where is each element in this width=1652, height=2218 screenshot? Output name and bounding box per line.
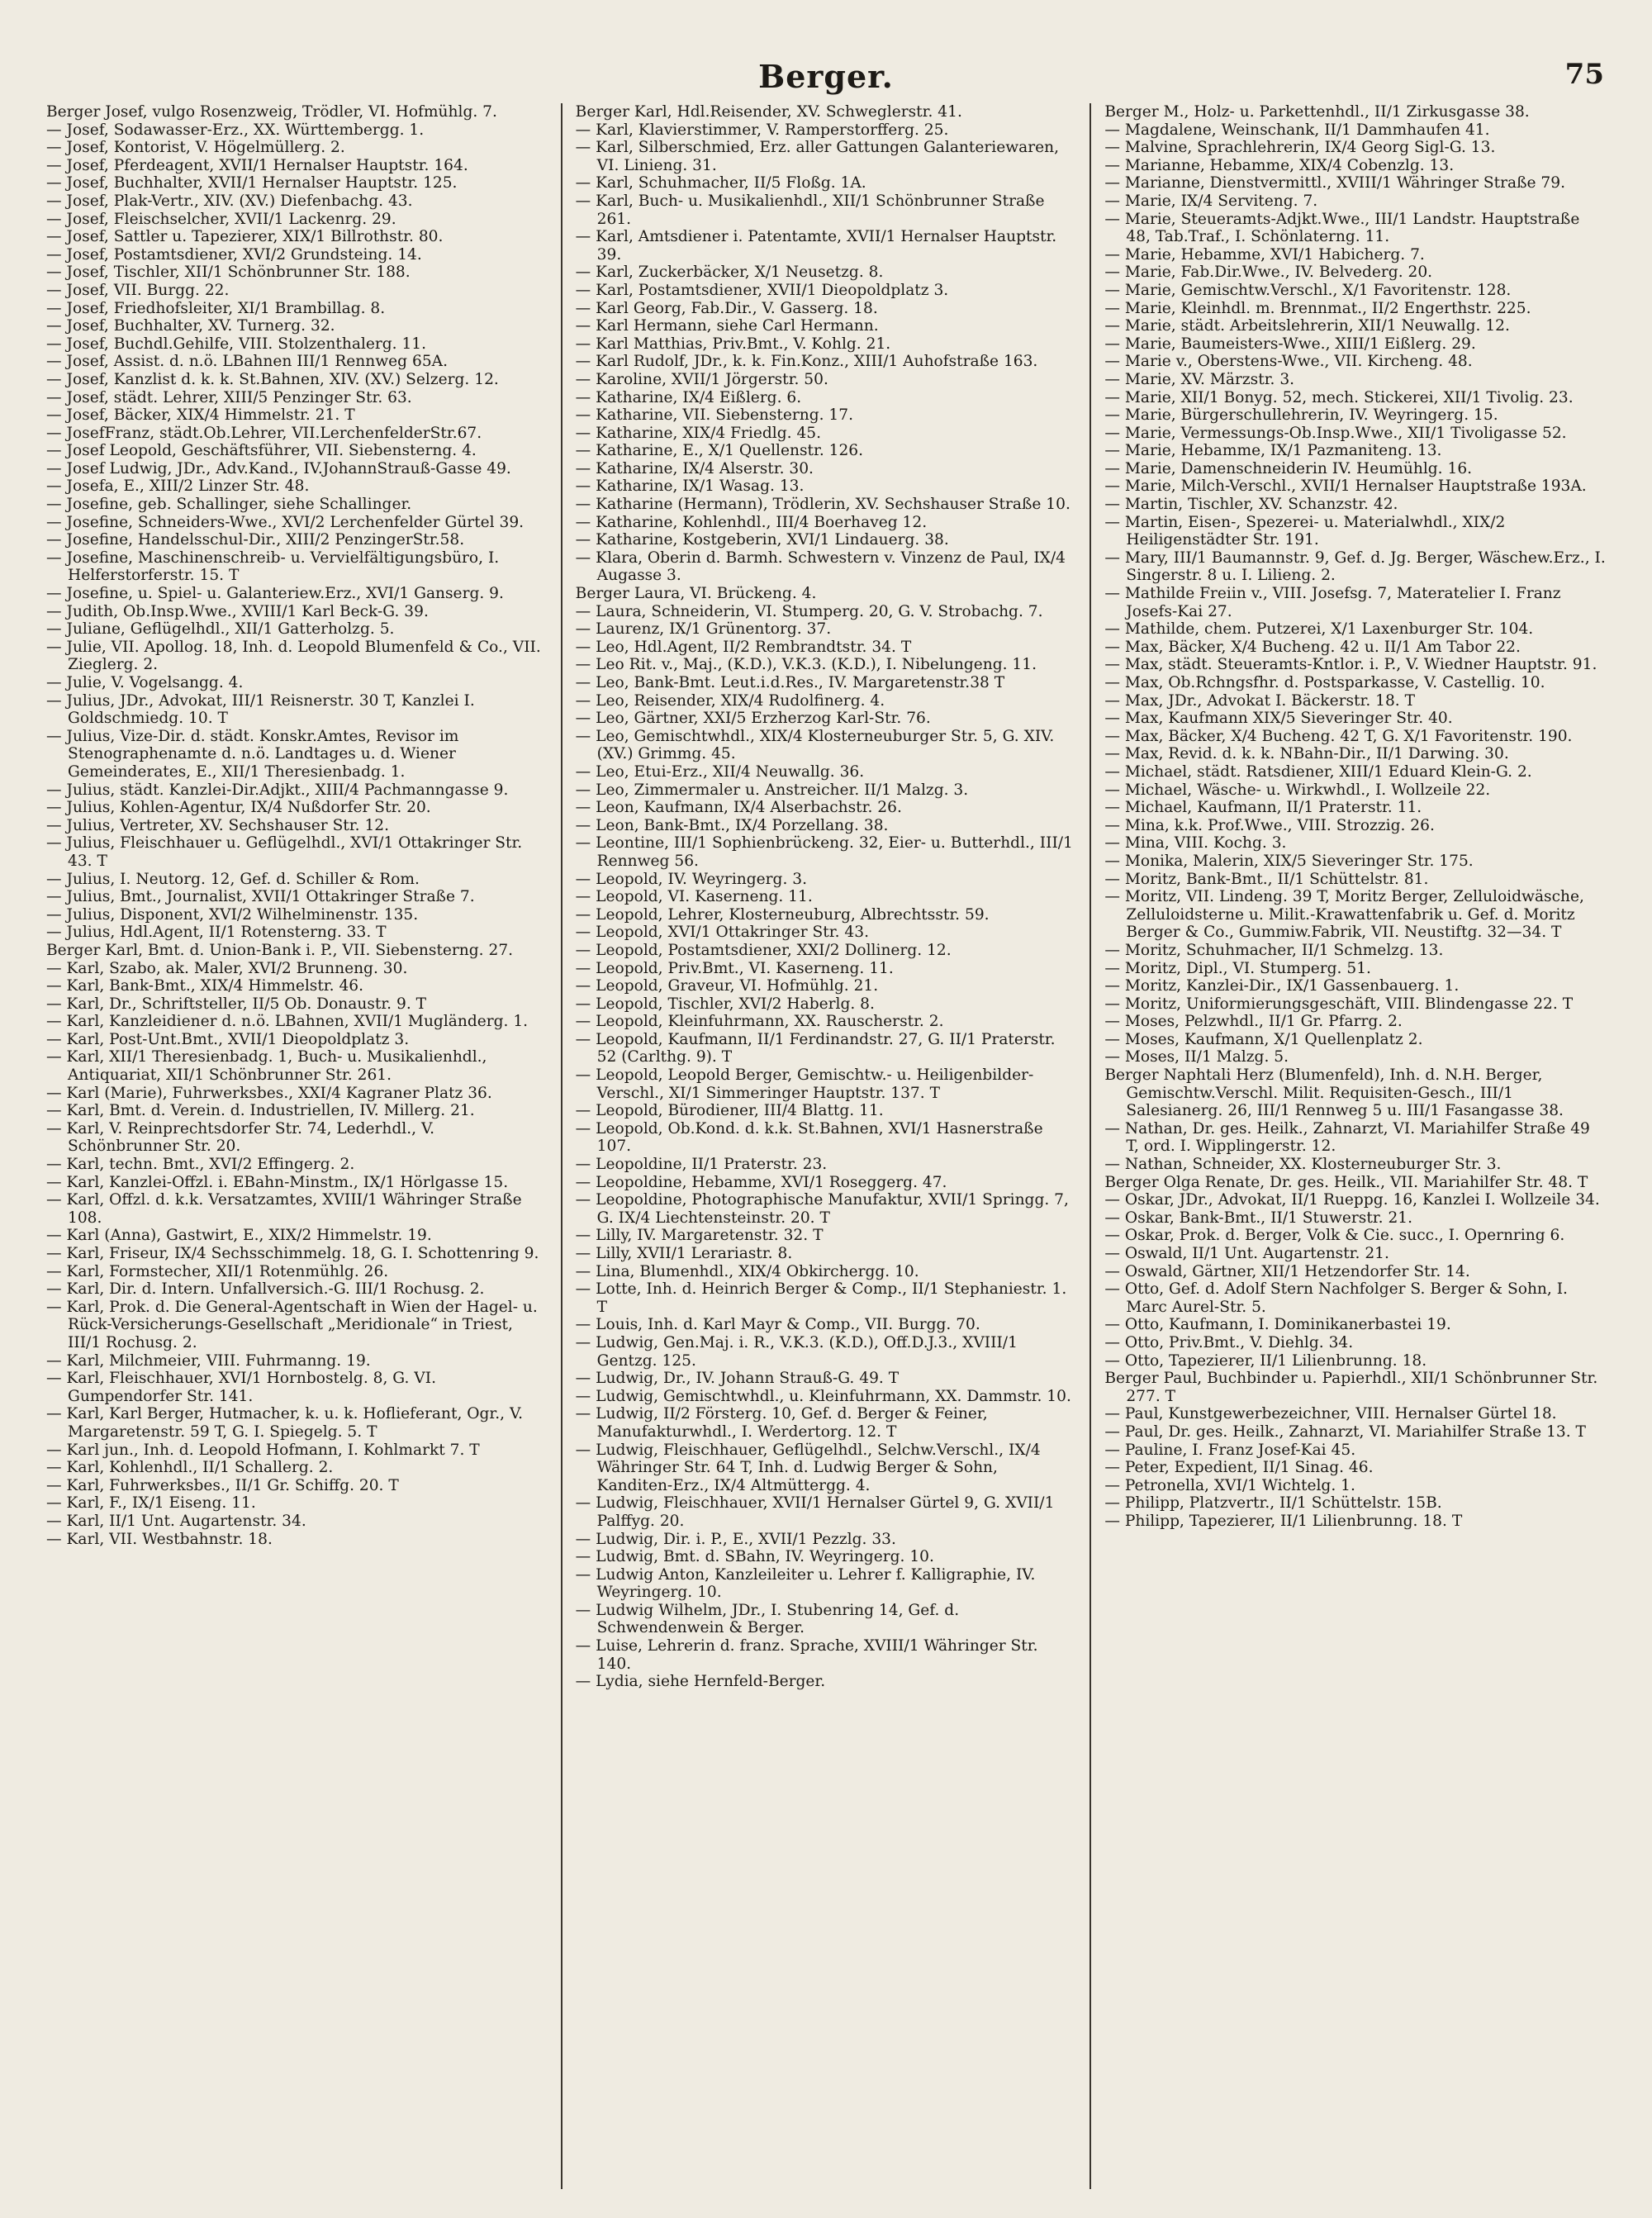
directory-entry: — Oskar, Bank-Bmt., II/1 Stuwerstr. 21. [1104, 1209, 1413, 1227]
directory-entry: — JosefFranz, städt.Ob.Lehrer, VII.LerchenfelderStr.67. [46, 424, 482, 442]
directory-entry: — Malvine, Sprachlehrerin, IX/4 Georg Sigl-G. 13. [1104, 139, 1496, 157]
directory-entry: — Karl, Bank-Bmt., XIX/4 Himmelstr. 46. [46, 977, 364, 995]
directory-entry: — Leo, Gemischtwhdl., XIX/4 Klosterneuburger Str. 5, G. XIV. (XV.) Grimmg. 45. [575, 727, 1055, 763]
directory-entry: — Lotte, Inh. d. Heinrich Berger & Comp., II/1 Stephaniestr. 1. T [575, 1280, 1067, 1316]
directory-entry: — Leopold, Leopold Berger, Gemischtw.- u. Heiligenbilder-Verschl., XI/1 Simmeringer Hauptstr. 137. T [575, 1066, 1034, 1102]
directory-entry: — Oswald, II/1 Unt. Augartenstr. 21. [1104, 1245, 1389, 1262]
directory-entry: — Leopold, XVI/1 Ottakringer Str. 43. [575, 924, 870, 942]
directory-entry: — Karl, V. Reinprechtsdorfer Str. 74, Lederhdl., V. Schönbrunner Str. 20. [46, 1119, 435, 1156]
directory-entry: — Leopoldine, II/1 Praterstr. 23. [575, 1156, 828, 1174]
directory-entry: — Moritz, VII. Lindeng. 39 T, Moritz Berger, Zelluloidwäsche, Zelluloidsterne u. Milit.-Krawattenfabrik u. Gef. d. Moritz Berger & Co., Gummiw.Fabrik, VII. Neustiftg. 32—34. T [1104, 888, 1584, 942]
directory-entry: — Marie, Vermessungs-Ob.Insp.Wwe., XII/1 Tivoligasse 52. [1104, 424, 1567, 442]
directory-entry: Berger Naphtali Herz (Blumenfeld), Inh. d. N.H. Berger, Gemischtw.Verschl. Milit. Requisiten-Gesch., III/1 Salesianerg. 26, III/1 Rennweg 5 u. III/1 Fasangasse 38. [1104, 1066, 1564, 1120]
directory-entry: — Josef, städt. Lehrer, XIII/5 Penzinger Str. 63. [46, 388, 412, 406]
directory-entry: — Josef, Tischler, XII/1 Schönbrunner Str. 188. [46, 264, 411, 282]
directory-entry: — Karl, techn. Bmt., XVI/2 Effingerg. 2. [46, 1156, 355, 1174]
directory-entry: — Juliane, Geflügelhdl., XII/1 Gatterholzg. 5. [46, 620, 395, 639]
directory-entry: — Karl, Schuhmacher, II/5 Floßg. 1A. [575, 174, 866, 192]
directory-entry: — Marie, IX/4 Serviteng. 7. [1104, 192, 1318, 210]
directory-entry: — Moritz, Kanzlei-Dir., IX/1 Gassenbauerg. 1. [1104, 977, 1460, 995]
directory-entry: — Karl Matthias, Priv.Bmt., V. Kohlg. 21. [575, 335, 891, 353]
directory-entry: — Otto, Tapezierer, II/1 Lilienbrunng. 18. [1104, 1351, 1427, 1370]
directory-entry: — Leopold, Kaufmann, II/1 Ferdinandstr. 27, G. II/1 Praterstr. 52 (Carlthg. 9). T [575, 1030, 1056, 1066]
directory-entry: — Karl, Post-Unt.Bmt., XVII/1 Dieopoldplatz 3. [46, 1030, 410, 1048]
directory-entry: — Karl, Friseur, IX/4 Sechsschimmelg. 18, G. I. Schottenring 9. [46, 1245, 539, 1262]
directory-entry: — Karl, Fuhrwerksbes., II/1 Gr. Schiffg. 20. T [46, 1476, 399, 1494]
directory-entry: — Mina, k.k. Prof.Wwe., VIII. Strozzig. 26. [1104, 816, 1435, 834]
directory-entry: — Leo Rit. v., Maj., (K.D.), V.K.3. (K.D.), I. Nibelungeng. 11. [575, 656, 1037, 674]
directory-entry: — Karl, Postamtsdiener, XVII/1 Dieopoldplatz 3. [575, 281, 949, 299]
directory-entry: — Karl, Prok. d. Die General-Agentschaft in Wien der Hagel- u. Rück-Versicherungs-Gesellschaft „Meridionale“ in Triest, III/1 Rochusg. 2. [46, 1298, 538, 1351]
directory-entry: — Julie, VII. Apollog. 18, Inh. d. Leopold Blumenfeld & Co., VII. Zieglerg. 2. [46, 638, 541, 674]
directory-entry: — Marie, XV. Märzstr. 3. [1104, 370, 1295, 388]
directory-entry: — Otto, Kaufmann, I. Dominikanerbastei 19. [1104, 1316, 1451, 1334]
directory-entry: — Leon, Kaufmann, IX/4 Alserbachstr. 26. [575, 799, 902, 817]
directory-entry: — Josef, Postamtsdiener, XVI/2 Grundsteing. 14. [46, 245, 422, 264]
directory-entry: — Max, Revid. d. k. k. NBahn-Dir., II/1 Darwing. 30. [1104, 745, 1509, 763]
directory-entry: — Karl, Dr., Schriftsteller, II/5 Ob. Donaustr. 9. T [46, 995, 427, 1013]
directory-entry: — Josef, Buchhalter, XVII/1 Hernalser Hauptstr. 125. [46, 174, 458, 192]
directory-entry: — Nathan, Schneider, XX. Klosterneuburger Str. 3. [1104, 1156, 1502, 1174]
directory-entry: — Josef, Sattler u. Tapezierer, XIX/1 Billrothstr. 80. [46, 228, 444, 246]
directory-entry: — Leo, Gärtner, XXI/5 Erzherzog Karl-Str. 76. [575, 710, 931, 728]
directory-entry: — Katharine, E., X/1 Quellenstr. 126. [575, 442, 864, 460]
directory-entry: — Josef, Buchhalter, XV. Turnerg. 32. [46, 317, 335, 335]
directory-entry: — Judith, Ob.Insp.Wwe., XVIII/1 Karl Beck-G. 39. [46, 602, 429, 620]
directory-entry: — Josef, Plak-Vertr., XIV. (XV.) Diefenbachg. 43. [46, 192, 413, 210]
directory-entry: — Karl Rudolf, JDr., k. k. Fin.Konz., XIII/1 Auhofstraße 163. [575, 353, 1038, 371]
directory-entry: — Otto, Gef. d. Adolf Stern Nachfolger S. Berger & Sohn, I. Marc Aurel-Str. 5. [1104, 1280, 1568, 1316]
directory-entry: — Moses, Pelzwhdl., II/1 Gr. Pfarrg. 2. [1104, 1013, 1403, 1031]
directory-entry: Berger Laura, VI. Brückeng. 4. [575, 585, 817, 603]
directory-entry: — Ludwig, Gen.Maj. i. R., V.K.3. (K.D.), Off.D.J.3., XVIII/1 Gentzg. 125. [575, 1333, 1018, 1370]
directory-entry: — Leopold, VI. Kaserneng. 11. [575, 888, 813, 906]
directory-entry: — Karl, Fleischhauer, XVI/1 Hornbostelg. 8, G. VI. Gumpendorfer Str. 141. [46, 1370, 436, 1405]
directory-entry: — Magdalene, Weinschank, II/1 Dammhaufen 41. [1104, 121, 1490, 139]
directory-entry: — Julius, Kohlen-Agentur, IX/4 Nußdorfer Str. 20. [46, 799, 431, 817]
directory-entry: — Michael, Kaufmann, II/1 Praterstr. 11. [1104, 799, 1422, 817]
directory-column-3 [1091, 103, 1619, 2189]
directory-entry: — Martin, Eisen-, Spezerei- u. Materialwhdl., XIX/2 Heiligenstädter Str. 191. [1104, 513, 1506, 549]
directory-entry: — Nathan, Dr. ges. Heilk., Zahnarzt, VI. Mariahilfer Straße 49 T, ord. I. Wipplingerstr. 12. [1104, 1119, 1590, 1156]
directory-entry: Berger M., Holz- u. Parkettenhdl., II/1 Zirkusgasse 38. [1104, 103, 1530, 121]
directory-entry: — Leopold, Postamtsdiener, XXI/2 Dollinerg. 12. [575, 941, 952, 959]
directory-entry: — Luise, Lehrerin d. franz. Sprache, XVIII/1 Währinger Str. 140. [575, 1637, 1038, 1673]
directory-entry: — Leo, Hdl.Agent, II/2 Rembrandtstr. 34. T [575, 638, 912, 656]
directory-entry: — Karl (Marie), Fuhrwerksbes., XXI/4 Kagraner Platz 36. [46, 1084, 492, 1102]
page-title: Berger. [758, 58, 894, 95]
directory-entry: — Katharine, VII. Siebensterng. 17. [575, 406, 854, 425]
directory-entry: — Ludwig, Bmt. d. SBahn, IV. Weyringerg. 10. [575, 1548, 934, 1566]
directory-entry: Berger Karl, Hdl.Reisender, XV. Schweglerstr. 41. [575, 103, 962, 121]
directory-entry: — Ludwig, II/2 Försterg. 10, Gef. d. Berger & Feiner, Manufakturwhdl., I. Werdertorg. 12. T [575, 1405, 988, 1441]
directory-entry: — Ludwig, Dir. i. P., E., XVII/1 Pezzlg. 33. [575, 1530, 896, 1548]
directory-entry: — Leopold, Graveur, VI. Hofmühlg. 21. [575, 977, 879, 995]
directory-entry: — Karl, Szabo, ak. Maler, XVI/2 Brunneng. 30. [46, 959, 408, 977]
directory-entry: — Leopold, Tischler, XVI/2 Haberlg. 8. [575, 995, 875, 1013]
directory-entry: — Marianne, Hebamme, XIX/4 Cobenzlg. 13. [1104, 156, 1455, 174]
directory-entry: — Max, Bäcker, X/4 Bucheng. 42 T, G. X/1 Favoritenstr. 190. [1104, 727, 1573, 745]
directory-entry: — Julius, Disponent, XVI/2 Wilhelminenstr. 135. [46, 905, 419, 924]
directory-entry: — Martin, Tischler, XV. Schanzstr. 42. [1104, 496, 1398, 514]
directory-entry: — Katharine, IX/4 Eißlerg. 6. [575, 388, 802, 406]
directory-entry: — Moses, Kaufmann, X/1 Quellenplatz 2. [1104, 1030, 1423, 1048]
directory-entry: — Karl, F., IX/1 Eiseng. 11. [46, 1494, 256, 1513]
directory-entry: — Philipp, Tapezierer, II/1 Lilienbrunng. 18. T [1104, 1512, 1463, 1530]
directory-entry: — Marie, Fab.Dir.Wwe., IV. Belvederg. 20. [1104, 264, 1433, 282]
directory-entry: — Mathilde, chem. Putzerei, X/1 Laxenburger Str. 104. [1104, 620, 1534, 639]
directory-entry: — Julie, V. Vogelsangg. 4. [46, 674, 244, 691]
directory-entry: — Josef, Bäcker, XIX/4 Himmelstr. 21. T [46, 406, 355, 425]
directory-entry: — Marie, XII/1 Bonyg. 52, mech. Stickerei, XII/1 Tivolig. 23. [1104, 388, 1574, 406]
directory-entry: — Julius, Bmt., Journalist, XVII/1 Ottakringer Straße 7. [46, 888, 475, 906]
directory-entry: — Katharine, IX/1 Wasag. 13. [575, 477, 805, 496]
directory-entry: — Laura, Schneiderin, VI. Stumperg. 20, G. V. Strobachg. 7. [575, 602, 1043, 620]
directory-entry: — Josefine, Handelsschul-Dir., XIII/2 PenzingerStr.58. [46, 531, 465, 549]
directory-entry: — Josefine, Schneiders-Wwe., XVI/2 Lerchenfelder Gürtel 39. [46, 513, 525, 531]
directory-entry: — Lilly, XVII/1 Lerariastr. 8. [575, 1245, 793, 1262]
directory-entry: — Leopoldine, Hebamme, XVI/1 Roseggerg. 47. [575, 1173, 947, 1191]
directory-entry: — Marie, städt. Arbeitslehrerin, XII/1 Neuwallg. 12. [1104, 317, 1510, 335]
directory-entry: — Karl, Amtsdiener i. Patentamte, XVII/1 Hernalser Hauptstr. 39. [575, 228, 1057, 264]
directory-entry: — Katharine, IX/4 Alserstr. 30. [575, 459, 814, 477]
directory-entry: — Leo, Bank-Bmt. Leut.i.d.Res., IV. Margaretenstr.38 T [575, 674, 1005, 691]
directory-entry: — Marie, Bürgerschullehrerin, IV. Weyringerg. 15. [1104, 406, 1498, 425]
directory-entry: — Peter, Expedient, II/1 Sinag. 46. [1104, 1459, 1374, 1477]
directory-entry: — Karl, Dir. d. Intern. Unfallversich.-G. III/1 Rochusg. 2. [46, 1280, 485, 1299]
directory-entry: — Josef, Assist. d. n.ö. LBahnen III/1 Rennweg 65A. [46, 353, 448, 371]
directory-entry: — Mary, III/1 Baumannstr. 9, Gef. d. Jg. Berger, Wäschew.Erz., I. Singerstr. 8 u. I. Lilieng. 2. [1104, 549, 1606, 585]
directory-entry: — Marie, Milch-Verschl., XVII/1 Hernalser Hauptstraße 193A. [1104, 477, 1587, 496]
directory-entry: — Josefine, Maschinenschreib- u. Vervielfältigungsbüro, I. Helferstorferstr. 15. T [46, 549, 500, 585]
directory-entry: — Josef, Fleischselcher, XVII/1 Lackenrg. 29. [46, 210, 396, 228]
directory-entry: — Karl, Karl Berger, Hutmacher, k. u. k. Hoflieferant, Ogr., V. Margaretenstr. 59 T, G. I. Spiegelg. 5. T [46, 1405, 524, 1441]
directory-entry: — Josef, Pferdeagent, XVII/1 Hernalser Hauptstr. 164. [46, 156, 468, 174]
directory-entry: — Oskar, JDr., Advokat, II/1 Rueppg. 16, Kanzlei I. Wollzeile 34. [1104, 1191, 1600, 1209]
directory-entry: — Moritz, Schuhmacher, II/1 Schmelzg. 13. [1104, 941, 1444, 959]
directory-entry: — Mathilde Freiin v., VIII. Josefsg. 7, Materatelier I. Franz Josefs-Kai 27. [1104, 585, 1561, 620]
directory-entry: — Ludwig, Dr., IV. Johann Strauß-G. 49. T [575, 1370, 900, 1388]
directory-entry: — Julius, I. Neutorg. 12, Gef. d. Schiller & Rom. [46, 870, 420, 888]
directory-entry: — Ludwig Wilhelm, JDr., I. Stubenring 14, Gef. d. Schwendenwein & Berger. [575, 1601, 960, 1637]
directory-entry: — Klara, Oberin d. Barmh. Schwestern v. Vinzenz de Paul, IX/4 Augasse 3. [575, 549, 1066, 585]
directory-entry: — Leo, Reisender, XIX/4 Rudolfinerg. 4. [575, 691, 885, 710]
directory-entry: — Karl, Zuckerbäcker, X/1 Neusetzg. 8. [575, 264, 884, 282]
directory-entry: — Marie, Kleinhdl. m. Brennmat., II/2 Engerthstr. 225. [1104, 299, 1531, 317]
directory-entry: — Josef, Buchdl.Gehilfe, VIII. Stolzenthalerg. 11. [46, 335, 427, 353]
directory-entry: — Karl, Kanzleidiener d. n.ö. LBahnen, XVII/1 Mugländerg. 1. [46, 1013, 529, 1031]
directory-entry: — Michael, städt. Ratsdiener, XIII/1 Eduard Klein-G. 2. [1104, 762, 1532, 781]
directory-entry: — Ludwig Anton, Kanzleileiter u. Lehrer f. Kalligraphie, IV. Weyringerg. 10. [575, 1565, 1036, 1602]
directory-entry: — Julius, Hdl.Agent, II/1 Rotensterng. 33. T [46, 924, 387, 942]
directory-entry: — Leontine, III/1 Sophienbrückeng. 32, Eier- u. Butterhdl., III/1 Rennweg 56. [575, 834, 1073, 870]
directory-entry: — Josef, Kanzlist d. k. k. St.Bahnen, XIV. (XV.) Selzerg. 12. [46, 370, 499, 388]
directory-entry: — Katharine, Kohlenhdl., III/4 Boerhaveg 12. [575, 513, 928, 531]
directory-entry: — Karl, Formstecher, XII/1 Rotenmühlg. 26. [46, 1262, 389, 1280]
directory-entry: — Leopold, IV. Weyringerg. 3. [575, 870, 808, 888]
page-number: 75 [1564, 58, 1604, 91]
directory-entry: — Ludwig, Gemischtwhdl., u. Kleinfuhrmann, XX. Dammstr. 10. [575, 1387, 1071, 1405]
directory-entry: — Moritz, Uniformierungsgeschäft, VIII. Blindengasse 22. T [1104, 995, 1574, 1013]
directory-entry: — Max, JDr., Advokat I. Bäckerstr. 18. T [1104, 691, 1416, 710]
directory-entry: — Julius, Vize-Dir. d. städt. Konskr.Amtes, Revisor im Stenographenamte d. n.ö. Landtages u. d. Wiener Gemeinderates, E., XII/1 Theresienbadg. 1. [46, 727, 459, 781]
directory-entry: — Karl, II/1 Unt. Augartenstr. 34. [46, 1512, 306, 1530]
directory-entry: — Karl, Bmt. d. Verein. d. Industriellen, IV. Millerg. 21. [46, 1102, 475, 1120]
directory-entry: — Leopold, Ob.Kond. d. k.k. St.Bahnen, XVI/1 Hasnerstraße 107. [575, 1119, 1043, 1156]
directory-entry: — Monika, Malerin, XIX/5 Sieveringer Str. 175. [1104, 852, 1474, 870]
directory-entry: — Max, Bäcker, X/4 Bucheng. 42 u. II/1 Am Tabor 22. [1104, 638, 1521, 656]
directory-entry: — Ludwig, Fleischhauer, Geflügelhdl., Selchw.Verschl., IX/4 Währinger Str. 64 T, Inh. d. Ludwig Berger & Sohn, Kanditen-Erz., IX/4 Altmüttergg. 4. [575, 1441, 1041, 1494]
directory-entry: — Josef, VII. Burgg. 22. [46, 281, 230, 299]
directory-entry: — Philipp, Platzvertr., II/1 Schüttelstr. 15B. [1104, 1494, 1442, 1513]
directory-entry: — Moses, II/1 Malzg. 5. [1104, 1048, 1289, 1066]
directory-entry: — Julius, städt. Kanzlei-Dir.Adjkt., XIII/4 Pachmanngasse 9. [46, 781, 509, 799]
directory-entry: — Oswald, Gärtner, XII/1 Hetzendorfer Str. 14. [1104, 1262, 1470, 1280]
directory-entry: — Josef, Sodawasser-Erz., XX. Württembergg. 1. [46, 121, 425, 139]
directory-entry: — Moritz, Dipl., VI. Stumperg. 51. [1104, 959, 1371, 977]
directory-entry: — Katharine (Hermann), Trödlerin, XV. Sechshauser Straße 10. [575, 496, 1070, 514]
directory-entry: — Mina, VIII. Kochg. 3. [1104, 834, 1287, 853]
directory-entry: — Paul, Kunstgewerbezeichner, VIII. Hernalser Gürtel 18. [1104, 1405, 1557, 1423]
directory-entry: — Leon, Bank-Bmt., IX/4 Porzellang. 38. [575, 816, 889, 834]
directory-entry: — Josef, Friedhofsleiter, XI/1 Brambillag. 8. [46, 299, 386, 317]
directory-column-1 [33, 103, 563, 2189]
directory-entry: — Josefine, u. Spiel- u. Galanteriew.Erz., XVI/1 Ganserg. 9. [46, 585, 504, 603]
directory-entry: — Marie v., Oberstens-Wwe., VII. Kircheng. 48. [1104, 353, 1473, 371]
directory-entry: — Lina, Blumenhdl., XIX/4 Obkirchergg. 10. [575, 1262, 919, 1280]
directory-entry: — Julius, Vertreter, XV. Sechshauser Str. 12. [46, 816, 390, 834]
directory-entry: — Leopold, Priv.Bmt., VI. Kaserneng. 11. [575, 959, 894, 977]
directory-entry: — Lydia, siehe Hernfeld-Berger. [575, 1673, 826, 1691]
directory-entry: — Louis, Inh. d. Karl Mayr & Comp., VII. Burgg. 70. [575, 1316, 980, 1334]
directory-entry: — Karl, Kohlenhdl., II/1 Schallerg. 2. [46, 1459, 334, 1477]
directory-entry: — Leopold, Lehrer, Klosterneuburg, Albrechtsstr. 59. [575, 905, 990, 924]
directory-entry: — Marie, Steueramts-Adjkt.Wwe., III/1 Landstr. Hauptstraße 48, Tab.Traf., I. Schönlaterng. 11. [1104, 210, 1580, 246]
directory-entry: — Paul, Dr. ges. Heilk., Zahnarzt, VI. Mariahilfer Straße 13. T [1104, 1422, 1586, 1441]
directory-entry: — Laurenz, IX/1 Grünentorg. 37. [575, 620, 832, 639]
directory-column-2 [563, 103, 1092, 2189]
directory-entry: — Karl, XII/1 Theresienbadg. 1, Buch- u. Musikalienhdl., Antiquariat, XII/1 Schönbrunner Str. 261. [46, 1048, 487, 1085]
directory-entry: — Karl Hermann, siehe Carl Hermann. [575, 317, 879, 335]
directory-entry: — Marie, Hebamme, IX/1 Pazmaniteng. 13. [1104, 442, 1442, 460]
directory-entry: — Leo, Zimmermaler u. Anstreicher. II/1 Malzg. 3. [575, 781, 969, 799]
directory-entry: — Josef Ludwig, JDr., Adv.Kand., IV.JohannStrauß-Gasse 49. [46, 459, 511, 477]
directory-entry: — Max, Kaufmann XIX/5 Sieveringer Str. 40. [1104, 710, 1453, 728]
directory-entry: Berger Josef, vulgo Rosenzweig, Trödler, VI. Hofmühlg. 7. [46, 103, 497, 121]
directory-entry: — Leo, Etui-Erz., XII/4 Neuwallg. 36. [575, 762, 865, 781]
directory-entry: — Leopoldine, Photographische Manufaktur, XVII/1 Springg. 7, G. IX/4 Liechtensteinstr. 20. T [575, 1191, 1069, 1227]
directory-entry: — Katharine, XIX/4 Friedlg. 45. [575, 424, 822, 442]
directory-entry: — Michael, Wäsche- u. Wirkwhdl., I. Wollzeile 22. [1104, 781, 1491, 799]
page-header [0, 58, 1652, 99]
directory-entry: — Marie, Damenschneiderin IV. Heumühlg. 16. [1104, 459, 1473, 477]
directory-entry: — Karl, Milchmeier, VIII. Fuhrmanng. 19. [46, 1351, 371, 1370]
directory-entry: — Ludwig, Fleischhauer, XVII/1 Hernalser Gürtel 9, G. XVII/1 Palffyg. 20. [575, 1494, 1055, 1530]
directory-entry: — Karl, Kanzlei-Offzl. i. EBahn-Minstm., IX/1 Hörlgasse 15. [46, 1173, 509, 1191]
directory-entry: — Karl (Anna), Gastwirt, E., XIX/2 Himmelstr. 19. [46, 1227, 432, 1245]
directory-entry: — Pauline, I. Franz Josef-Kai 45. [1104, 1441, 1356, 1459]
directory-entry: — Karoline, XVII/1 Jörgerstr. 50. [575, 370, 828, 388]
directory-entry: — Julius, JDr., Advokat, III/1 Reisnerstr. 30 T, Kanzlei I. Goldschmiedg. 10. T [46, 691, 475, 728]
directory-entry: — Karl, Offzl. d. k.k. Versatzamtes, XVIII/1 Währinger Straße 108. [46, 1191, 522, 1227]
directory-entry: — Otto, Priv.Bmt., V. Diehlg. 34. [1104, 1333, 1354, 1351]
directory-entry: — Moritz, Bank-Bmt., II/1 Schüttelstr. 81. [1104, 870, 1429, 888]
directory-entry: — Karl Georg, Fab.Dir., V. Gasserg. 18. [575, 299, 878, 317]
directory-entry: — Marie, Baumeisters-Wwe., XIII/1 Eißlerg. 29. [1104, 335, 1476, 353]
directory-entry: — Marie, Hebamme, XVI/1 Habicherg. 7. [1104, 245, 1425, 264]
directory-entry: — Julius, Fleischhauer u. Geflügelhdl., XVI/1 Ottakringer Str. 43. T [46, 834, 523, 870]
directory-entry: Berger Karl, Bmt. d. Union-Bank i. P., VII. Siebensterng. 27. [46, 941, 514, 959]
directory-entry: — Karl, Silberschmied, Erz. aller Gattungen Galanteriewaren, VI. Linieng. 31. [575, 139, 1059, 174]
directory-entry: — Josefa, E., XIII/2 Linzer Str. 48. [46, 477, 310, 496]
directory-entry: Berger Paul, Buchbinder u. Papierhdl., XII/1 Schönbrunner Str. 277. T [1104, 1370, 1598, 1405]
directory-entry: — Karl, Buch- u. Musikalienhdl., XII/1 Schönbrunner Straße 261. [575, 192, 1045, 228]
directory-columns [33, 103, 1619, 2189]
directory-entry: — Max, städt. Steueramts-Kntlor. i. P., V. Wiedner Hauptstr. 91. [1104, 656, 1597, 674]
directory-entry: — Karl jun., Inh. d. Leopold Hofmann, I. Kohlmarkt 7. T [46, 1441, 480, 1459]
directory-entry: — Katharine, Kostgeberin, XVI/1 Lindauerg. 38. [575, 531, 949, 549]
directory-entry: — Max, Ob.Rchngsfhr. d. Postsparkasse, V. Castellig. 10. [1104, 674, 1545, 691]
directory-entry: Berger Olga Renate, Dr. ges. Heilk., VII. Mariahilfer Str. 48. T [1104, 1173, 1588, 1191]
directory-entry: — Josef Leopold, Geschäftsführer, VII. Siebensterng. 4. [46, 442, 477, 460]
directory-entry: — Josefine, geb. Schallinger, siehe Schallinger. [46, 496, 412, 514]
directory-entry: — Marie, Gemischtw.Verschl., X/1 Favoritenstr. 128. [1104, 281, 1512, 299]
directory-entry: — Leopold, Bürodiener, III/4 Blattg. 11. [575, 1102, 884, 1120]
directory-entry: — Petronella, XVI/1 Wichtelg. 1. [1104, 1476, 1355, 1494]
directory-entry: — Karl, VII. Westbahnstr. 18. [46, 1530, 273, 1548]
directory-entry: — Oskar, Prok. d. Berger, Volk & Cie. succ., I. Opernring 6. [1104, 1227, 1565, 1245]
directory-entry: — Karl, Klavierstimmer, V. Ramperstorfferg. 25. [575, 121, 949, 139]
directory-entry: — Lilly, IV. Margaretenstr. 32. T [575, 1227, 824, 1245]
directory-entry: — Josef, Kontorist, V. Högelmüllerg. 2. [46, 139, 345, 157]
directory-entry: — Marianne, Dienstvermittl., XVIII/1 Währinger Straße 79. [1104, 174, 1565, 192]
directory-entry: — Leopold, Kleinfuhrmann, XX. Rauscherstr. 2. [575, 1013, 944, 1031]
